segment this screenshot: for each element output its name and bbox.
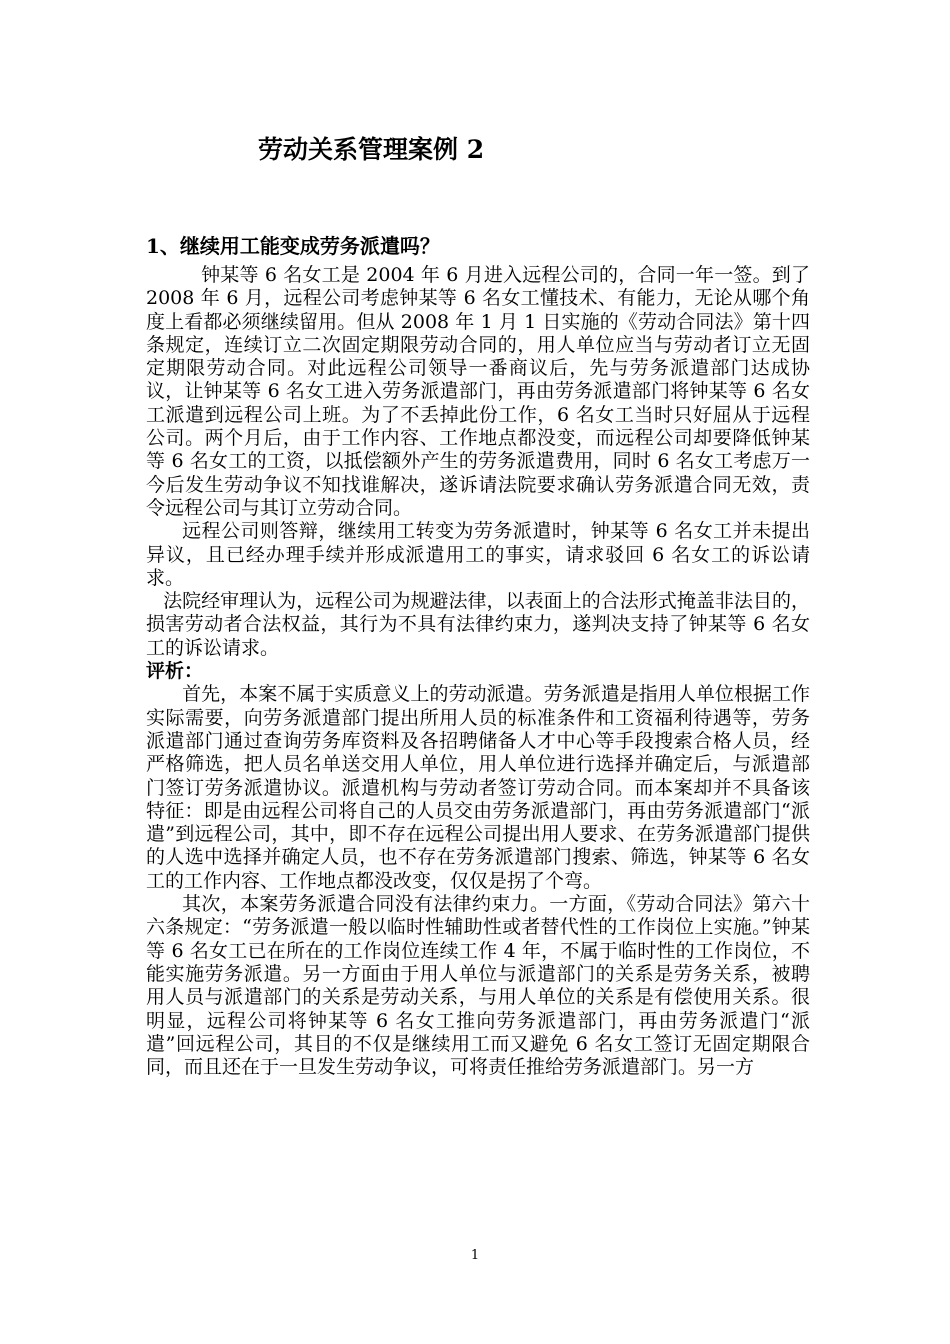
page-number: 1: [470, 1248, 480, 1263]
section-heading: 1、继续用工能变成劳务派遣吗？: [146, 234, 440, 258]
paragraph-case-facts: 钟某等 6 名女工是 2004 年 6 月进入远程公司的，合同一年一签。到了 2008 年 6 月，远程公司考虑钟某等 6 名女工懂技术、有能力，无论从哪个角度上看都必须继续留用。但从 2008 年 1 月 1 日实施的《劳动合同法》第十四条规定，连续订立二次固定期限劳动合同的，用人单位应当与劳动者订立无固定期限劳动合同。对此远程公司领导一番商议后，先与劳务派遣部门达成协议，让钟某等 6 名女工进入劳务派遣部门，再由劳务派遣部门将钟某等 6 名女工派遣到远程公司上班。为了不丢掉此份工作，6 名女工当时只好屈从于远程公司。两个月后，由于工作内容、工作地点都没变，而远程公司却要降低钟某等 6 名女工的工资，以抵偿额外产生的劳务派遣费用，同时 6 名女工考虑万一今后发生劳动争议不知找谁解决，遂诉请法院要求确认劳务派遣合同无效，责令远程公司与其订立劳动合同。: [146, 264, 810, 519]
analysis-label: 评析：: [146, 660, 204, 683]
document-body: [146, 264, 810, 1079]
paragraph-court-ruling: 法院经审理认为，远程公司为规避法律，以表面上的合法形式掩盖非法目的，损害劳动者合法权益，其行为不具有法律约束力，遂判决支持了钟某等 6 名女工的诉讼请求。: [146, 590, 810, 659]
paragraph-analysis-first: 首先，本案不属于实质意义上的劳动派遣。劳务派遣是指用人单位根据工作实际需要，向劳务派遣部门提出所用人员的标准条件和工资福利待遇等，劳务派遣部门通过查询劳务库资料及各招聘储备人才中心等手段搜索合格人员，经严格筛选，把人员名单送交用人单位，用人单位进行选择并确定后，与派遣部门签订劳务派遣协议。派遣机构与劳动者签订劳动合同。而本案却并不具备该特征：即是由远程公司将自己的人员交由劳务派遣部门，再由劳务派遣部门“派遣”到远程公司，其中，即不存在远程公司提出用人要求、在劳务派遣部门提供的人选中选择并确定人员，也不存在劳务派遣部门搜索、筛选，钟某等 6 名女工的工作内容、工作地点都没改变，仅仅是拐了个弯。: [146, 683, 810, 892]
document-title: 劳动关系管理案例 2: [258, 135, 485, 164]
paragraph-analysis-second: 其次，本案劳务派遣合同没有法律约束力。一方面，《劳动合同法》第六十六条规定：“劳务派遣一般以临时性辅助性或者替代性的工作岗位上实施。”钟某等 6 名女工已在所在的工作岗位连续工作 4 年，不属于临时性的工作岗位，不能实施劳务派遣。另一方面由于用人单位与派遣部门的关系是劳务关系，被聘用人员与派遣部门的关系是劳动关系，与用人单位的关系是有偿使用关系。很明显，远程公司将钟某等 6 名女工推向劳务派遣部门，再由劳务派遣门“派遣”回远程公司，其目的不仅是继续用工而又避免 6 名女工签订无固定期限合同，而且还在于一旦发生劳动争议，可将责任推给劳务派遣部门。另一方: [146, 893, 810, 1079]
paragraph-defense: 远程公司则答辩，继续用工转变为劳务派遣时，钟某等 6 名女工并未提出异议，且已经办理手续并形成派遣用工的事实，请求驳回 6 名女工的诉讼请求。: [146, 520, 810, 589]
